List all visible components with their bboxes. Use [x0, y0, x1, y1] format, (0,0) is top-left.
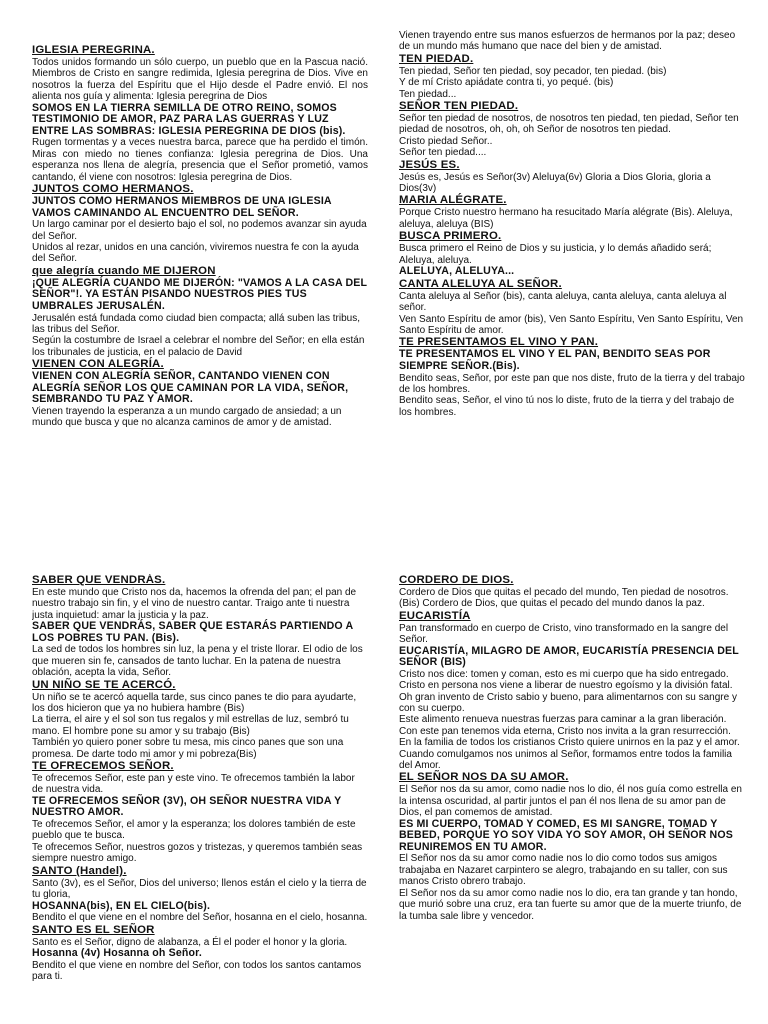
chorus: ¡QUE ALEGRÍA CUANDO ME DIJERÓN: "VAMOS A LA CASA DEL SEÑOR"!. YA ESTÁN PISANDO NUESTROS PIES TUS UMBRALES JERUSALÉN.: [32, 276, 367, 313]
song-title: TEN PIEDAD.: [399, 52, 474, 65]
chorus: TE PRESENTAMOS EL VINO Y EL PAN, BENDITO SEAS POR SIEMPRE SEÑOR.(Bis).: [399, 348, 711, 372]
song-title: JESÚS ES.: [399, 158, 460, 171]
song-title: EUCARISTÍA: [399, 609, 471, 622]
verse: Cristo piedad Señor..: [399, 135, 493, 147]
verse: Cuando comulgamos nos unimos al Señor, formamos entre todos la familia del Amor.: [399, 748, 732, 772]
verse: Busca primero el Reino de Dios y su justicia, y lo demás añadido será; Aleluya, aleluya.: [399, 243, 712, 266]
verse: En este mundo que Cristo nos da, hacemos la ofrenda del pan; el pan de nuestro trabajo sin fin, y el vino de nuestro cantar. Traigo ante ti nuestra justa inquietud: amar la justicia y la paz.: [32, 587, 357, 621]
song-title: SANTO (Handel).: [32, 864, 127, 877]
verse: Rugen tormentas y a veces nuestra barca, parece que ha perdido el timón. Miras con miedo no tienes confianza: Iglesia peregrina de Dios. Una esperanza nos llena de alegría, presencia que el Señor prometió, vamos cantando, él viene con nosotros: Iglesia peregrina de Dios.: [32, 137, 368, 183]
chorus: VIENEN CON ALEGRÍA SEÑOR, CANTANDO VIENEN CON ALEGRÍA SEÑOR LOS QUE CAMINAN POR LA VIDA, SEÑOR, SEMBRANDO TU PAZ Y AMOR.: [32, 370, 349, 406]
chorus: Hosanna (4v) Hosanna oh Señor.: [32, 946, 202, 959]
song-title: TE OFRECEMOS SEÑOR.: [32, 760, 174, 773]
verse: Cristo nos dice: tomen y coman, esto es mi cuerpo que ha sido entregado.: [399, 668, 729, 680]
song-title: UN NIÑO SE TE ACERCÓ.: [32, 678, 176, 691]
verse: El Señor nos da su amor como nadie nos lo dio como todos sus amigos trabajaba en Nazaret carpintero se alegro, trabajando en su taller, con sus manos Cristo obrero trabajo.: [399, 853, 728, 888]
song-title: JUNTOS COMO HERMANOS.: [32, 183, 194, 196]
song-title: SANTO ES EL SEÑOR: [32, 923, 155, 936]
song-title: SABER QUE VENDRÁS.: [32, 574, 166, 586]
song-title: CORDERO DE DIOS.: [399, 574, 514, 586]
verse: El Señor nos da su amor, como nadie nos lo dio, él nos guía como estrella en la intensa oscuridad, al partir juntos el pan él nos llena de su amor pan de Dios, el pan comemos de amistad.: [399, 784, 742, 819]
chorus: SOMOS EN LA TIERRA SEMILLA DE OTRO REINO, SOMOS TESTIMONIO DE AMOR, PAZ PARA LAS GUERRAS Y LUZ ENTRE LAS SOMBRAS: IGLESIA PEREGRINA DE DIOS (bis).: [32, 101, 346, 137]
chorus: TE OFRECEMOS SEÑOR (3V), OH SEÑOR NUESTRA VIDA Y NUESTRO AMOR.: [32, 794, 342, 819]
verse: Según la costumbre de Israel a celebrar el nombre del Señor; en ella están los tribunales de justicia, en el palacio de David: [32, 335, 365, 358]
song-title: CANTA ALELUYA AL SEÑOR.: [399, 277, 562, 290]
verse: Jesús es, Jesús es Señor(3v) Aleluya(6v) Gloria a Dios Gloria, gloria a Dios(3v): [399, 171, 711, 195]
song-column-3: [32, 574, 368, 1024]
verse: También yo quiero poner sobre tu mesa, mis cinco panes que son una promesa. De darte todo mi amor y mi pobreza(Bis): [32, 737, 344, 760]
chorus: HOSANNA(bis), EN EL CIELO(bis).: [32, 899, 211, 912]
verse: Te ofrecemos Señor, este pan y este vino. Te ofrecemos también la labor de nuestra vida.: [32, 773, 355, 796]
verse: Este alimento renueva nuestras fuerzas para caminar a la gran liberación.: [399, 714, 727, 726]
verse: Señor ten piedad....: [399, 147, 487, 159]
chorus: ES MI CUERPO, TOMAD Y COMED, ES MI SANGRE, TOMAD Y BEBED, PORQUE YO SOY VIDA YO SOY AMOR, OH SEÑOR NOS REUNIREMOS EN TU AMOR.: [399, 817, 733, 853]
verse: Unidos al rezar, unidos en una canción, viviremos nuestra fe con la ayuda del Señor.: [32, 242, 359, 265]
verse: Jerusalén está fundada como ciudad bien compacta; allá suben las tribus, las tribus del Señor.: [32, 312, 360, 336]
verse: Santo es el Señor, digno de alabanza, a Él el poder el honor y la gloria.: [32, 936, 348, 948]
verse: Ven Santo Espíritu de amor (bis), Ven Santo Espíritu, Ven Santo Espíritu, Ven Santo Espíritu de amor.: [399, 313, 744, 336]
song-title: IGLESIA PEREGRINA.: [32, 44, 155, 56]
verse: Bendito el que viene en el nombre del Señor, hosanna en el cielo, hosanna.: [32, 912, 368, 924]
verse: Cristo en persona nos viene a liberar de nuestro egoísmo y la división fatal.: [399, 680, 733, 692]
song-title: TE PRESENTAMOS EL VINO Y PAN.: [399, 336, 599, 349]
song-title: que alegría cuando ME DIJERON: [32, 264, 216, 277]
verse: La tierra, el aire y el sol son tus regalos y mil estrellas de luz, sembró tu mano. El hombre pone su amor y su trabajo (Bis): [32, 714, 349, 737]
verse: Todos unidos formando un sólo cuerpo, un pueblo que en la Pascua nació. Miembros de Cristo en sangre redimida, Iglesia peregrina de Dios. Vive en nosotros la fuerza del Espíritu que el Hijo desde el Padre envió. El nos alienta nos guía y alimenta: Iglesia peregrina de Dios: [32, 57, 368, 103]
song-title: BUSCA PRIMERO.: [399, 230, 502, 243]
verse: Bendito seas, Señor, el vino tú nos lo diste, fruto de la tierra y del trabajo de los hombres.: [399, 395, 735, 418]
song-column-2: [399, 30, 746, 490]
song-column-1: [32, 44, 368, 514]
verse: En la familia de todos los cristianos Cristo quiere unirnos en la paz y el amor.: [399, 737, 740, 749]
song-title: SEÑOR TEN PIEDAD.: [399, 100, 519, 113]
verse: Oh gran invento de Cristo sabio y bueno, para alimentarnos con su sangre y con su cuerpo.: [399, 691, 737, 715]
verse: Vienen trayendo la esperanza a un mundo cargado de ansiedad; a un mundo que busca y que no alcanza caminos de amor y de amistad.: [32, 406, 342, 429]
song-title: VIENEN CON ALEGRÍA.: [32, 358, 164, 371]
verse: Bendito seas, Señor, por este pan que nos diste, fruto de la tierra y del trabajo de los hombres.: [399, 372, 745, 395]
chorus: ALELUYA, ALELUYA...: [399, 265, 515, 278]
song-title: EL SEÑOR NOS DA SU AMOR.: [399, 771, 569, 784]
verse: El Señor nos da su amor como nadie nos lo dio, era tan grande y tan hondo, que murió sobre una cruz, era tan fuerte su amor que de la muerte triunfo, de la tumba sale libre y vencedor.: [399, 887, 742, 922]
chorus: EUCARISTÍA, MILAGRO DE AMOR, EUCARISTÍA PRESENCIA DEL SEÑOR (BIS): [399, 644, 739, 669]
verse: Vienen trayendo entre sus manos esfuerzos de hermanos por la paz; deseo de un mundo más humano que nace del bien y de amistad.: [399, 30, 736, 53]
verse: Con este pan tenemos vida eterna, Cristo nos invita a la gran resurrección.: [399, 725, 731, 737]
song-title: MARIA ALÉGRATE.: [399, 194, 507, 207]
verse: Un largo caminar por el desierto bajo el sol, no podemos avanzar sin ayuda del Señor.: [32, 219, 367, 242]
verse: Ten piedad...: [399, 88, 457, 100]
chorus: JUNTOS COMO HERMANOS MIEMBROS DE UNA IGLESIA VAMOS CAMINANDO AL ENCUENTRO DEL SEÑOR.: [32, 195, 332, 219]
verse: Canta aleluya al Señor (bis), canta aleluya, canta aleluya, canta aleluya al señor.: [399, 290, 727, 314]
verse: Porque Cristo nuestro hermano ha resucitado María alégrate (Bis). Aleluya, aleluya, aleluya (BIS): [399, 207, 733, 230]
chorus: SABER QUE VENDRÁS, SABER QUE ESTARÁS PARTIENDO A LOS POBRES TU PAN. (Bis).: [32, 620, 353, 644]
verse: Señor ten piedad de nosotros, de nosotros ten piedad, ten piedad, Señor ten piedad de nosotros, oh, oh, oh Señor de nosotros ten piedad.: [399, 113, 739, 136]
song-column-4: [399, 574, 746, 1024]
verse: Bendito el que viene en nombre del Señor, con todos los santos cantamos para ti.: [32, 959, 362, 982]
verse: La sed de todos los hombres sin luz, la pena y el triste llorar. El odio de los que mueren sin fe, cansados de tanto luchar. En la patena de nuestra oblación, acepta la vida, Señor.: [32, 644, 363, 679]
verse: Cordero de Dios que quitas el pecado del mundo, Ten piedad de nosotros.(Bis) Cordero de Dios, que quitas el pecado del mundo danos la paz.: [399, 587, 729, 610]
verse: Te ofrecemos Señor, el amor y la esperanza; los dolores también de este pueblo que te busca.: [32, 819, 356, 842]
verse: Y de mí Cristo apiádate contra ti, yo pequé. (bis): [399, 77, 614, 89]
verse: Pan transformado en cuerpo de Cristo, vino transformado en la sangre del Señor.: [399, 622, 729, 646]
verse: Ten piedad, Señor ten piedad, soy pecador, ten piedad. (bis): [399, 65, 667, 77]
verse: Te ofrecemos Señor, nuestros gozos y tristezas, y queremos también seas siempre nuestro amigo.: [32, 841, 363, 865]
verse: Un niño se te acercó aquella tarde, sus cinco panes te dio para ayudarte, los dos hicieron que ya no hubiera hambre (Bis): [32, 691, 357, 715]
verse: Santo (3v), es el Señor, Dios del universo; llenos están el cielo y la tierra de tu gloria,: [32, 877, 367, 901]
